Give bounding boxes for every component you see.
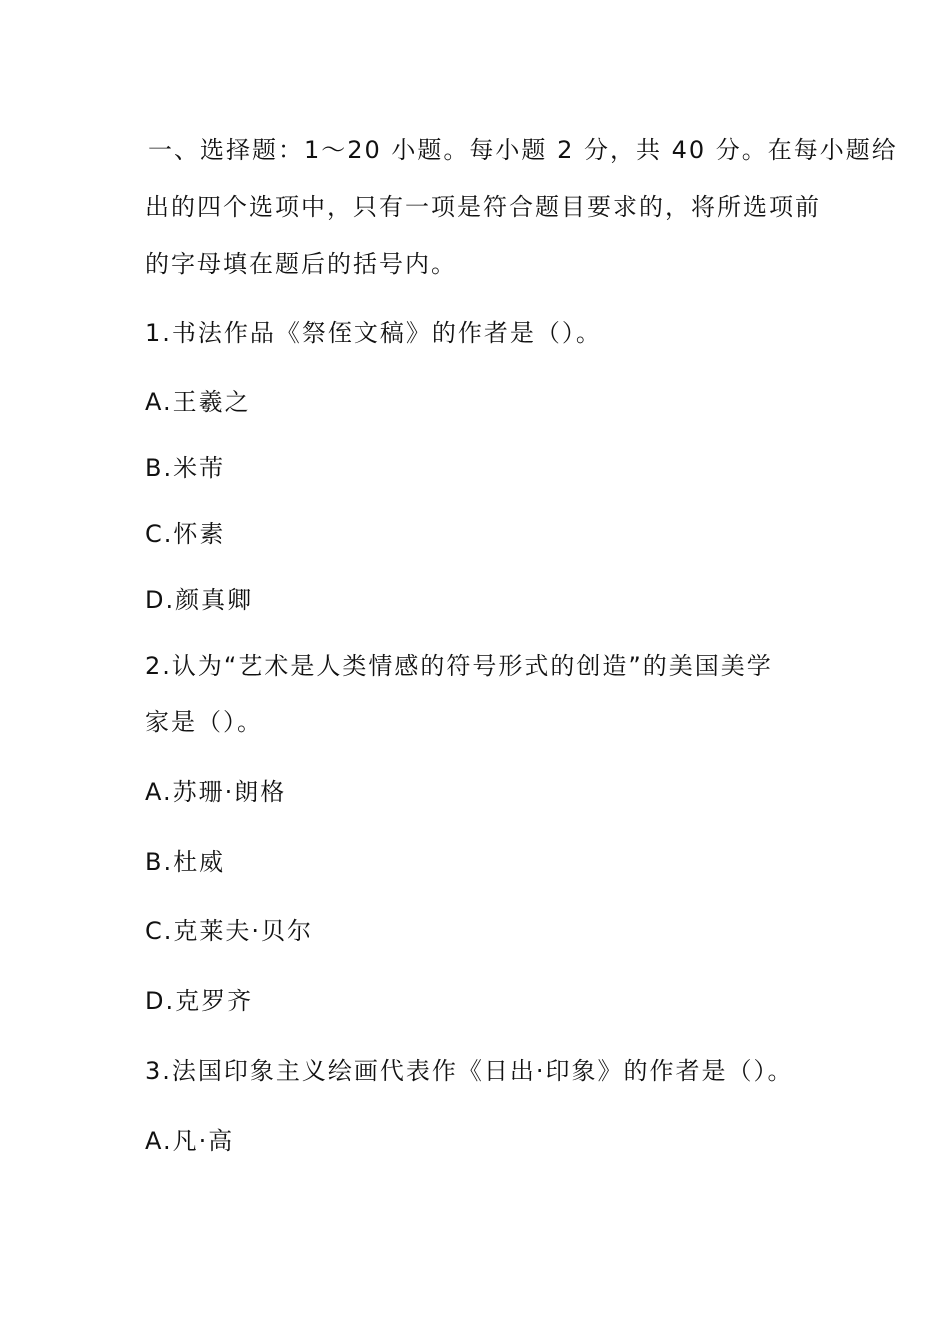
question-2-option-d: D.克罗齐 (145, 987, 254, 1015)
question-2-option-c: C.克莱夫·贝尔 (145, 917, 314, 945)
question-1-option-b: B.米芾 (145, 454, 226, 482)
question-2-stem-line-1: 2.认为“艺术是人类情感的符号形式的创造”的美国美学 (145, 652, 773, 680)
question-3-option-a: A.凡·高 (145, 1127, 235, 1155)
section-intro-line-1: 一、选择题：1～20 小题。每小题 2 分，共 40 分。在每小题给 (148, 136, 898, 164)
question-1-option-a: A.王羲之 (145, 388, 251, 416)
question-3-stem: 3.法国印象主义绘画代表作《日出·印象》的作者是（）。 (145, 1057, 794, 1085)
question-2-option-a: A.苏珊·朗格 (145, 778, 287, 806)
question-2-option-b: B.杜威 (145, 848, 226, 876)
question-2-stem-line-2: 家是（）。 (145, 708, 263, 736)
question-1-stem: 1.书法作品《祭侄文稿》的作者是（）。 (145, 319, 602, 347)
section-intro-line-2: 出的四个选项中，只有一项是符合题目要求的，将所选项前 (145, 193, 821, 221)
question-1-option-d: D.颜真卿 (145, 586, 254, 614)
section-intro-line-3: 的字母填在题后的括号内。 (145, 250, 457, 278)
question-1-option-c: C.怀素 (145, 520, 226, 548)
